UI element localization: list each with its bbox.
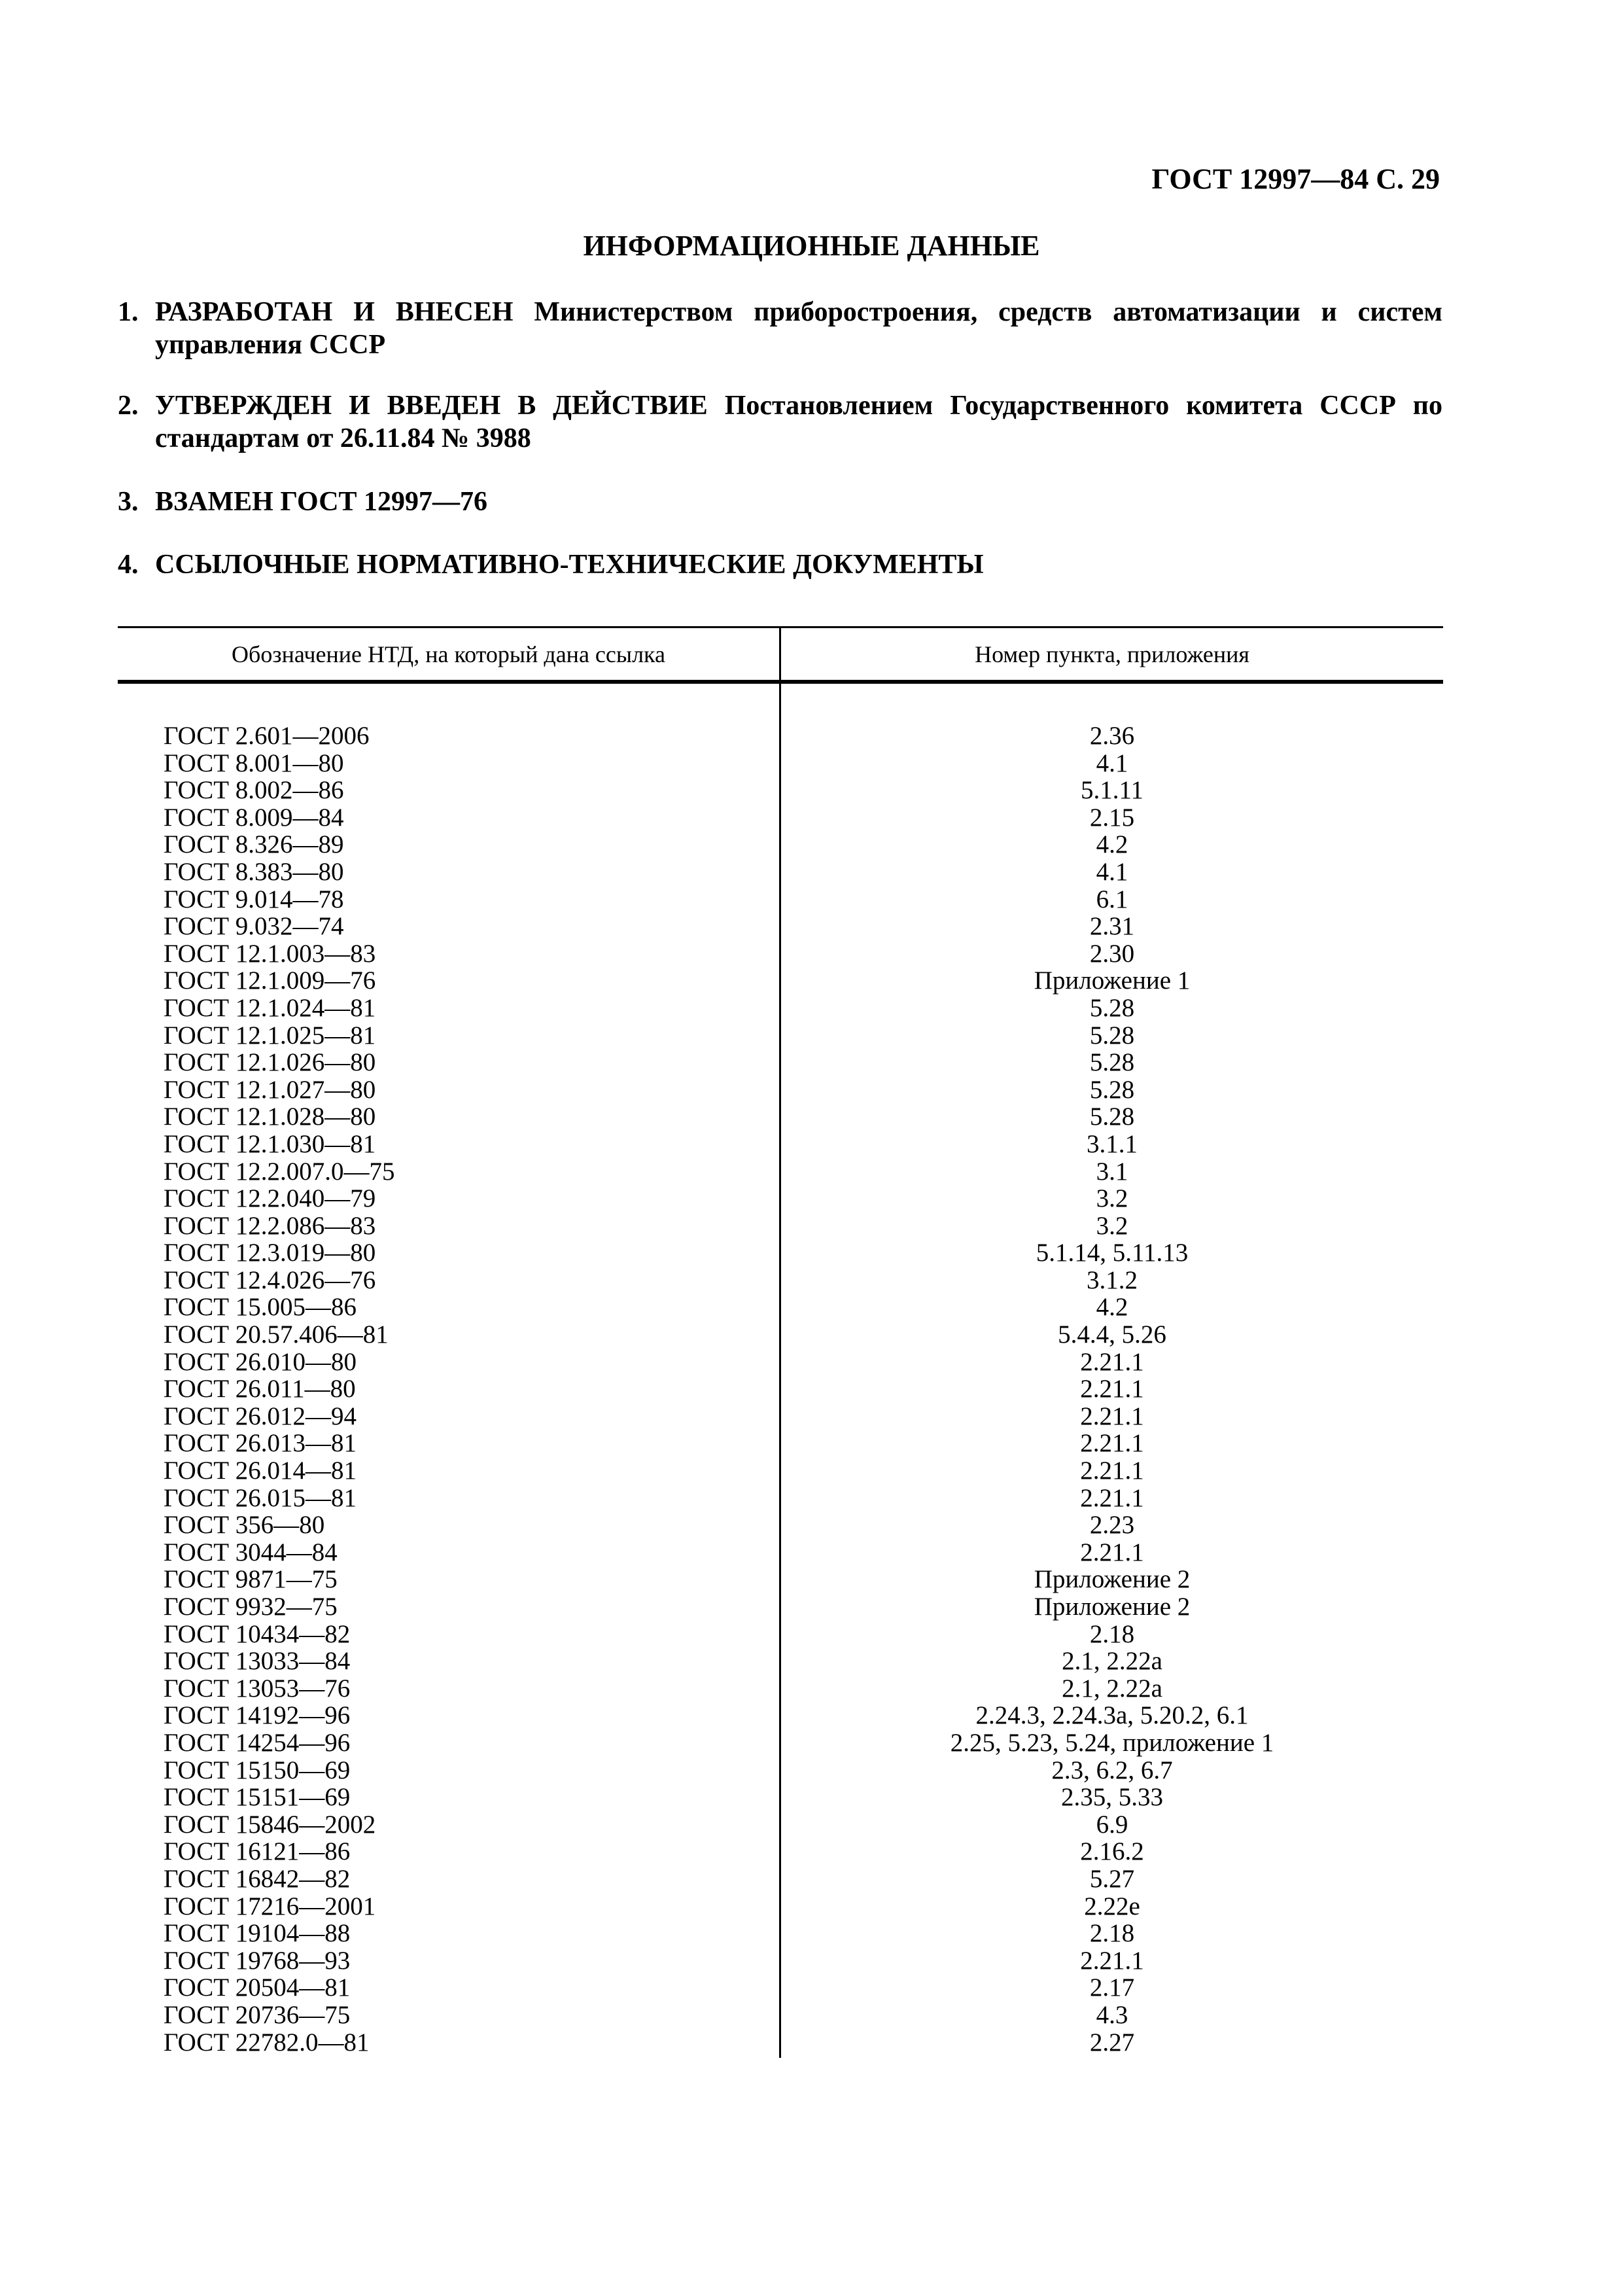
table-row	[118, 1212, 1443, 1240]
clause-number: 2.36	[1089, 722, 1135, 750]
table-row	[118, 1049, 1443, 1076]
clause-number: 5.1.14, 5.11.13	[1036, 1239, 1189, 1267]
clause-number: 2.27	[1089, 2028, 1135, 2057]
clause-number: Приложение 2	[1034, 1565, 1191, 1594]
clause-number: 2.31	[1089, 912, 1135, 941]
clause-number: 4.2	[1096, 830, 1128, 859]
table-row	[118, 1076, 1443, 1104]
table-row	[118, 1865, 1443, 1893]
document-designation: ГОСТ 12.2.086—83	[164, 1211, 376, 1240]
document-designation: ГОСТ 13033—84	[164, 1647, 351, 1676]
table-row	[118, 1267, 1443, 1294]
item-lead: РАЗРАБОТАН И ВНЕСЕН	[155, 297, 514, 327]
table-row	[118, 804, 1443, 832]
info-item-references	[118, 548, 1442, 581]
document-designation: ГОСТ 9871—75	[164, 1565, 338, 1594]
item-lead: УТВЕРЖДЕН И ВВЕДЕН В ДЕЙСТВИЕ	[155, 391, 708, 421]
table-row	[118, 1593, 1443, 1621]
document-designation: ГОСТ 12.1.009—76	[164, 966, 376, 995]
table-row	[118, 1158, 1443, 1186]
table-row	[118, 1185, 1443, 1212]
document-designation: ГОСТ 26.010—80	[164, 1347, 357, 1376]
table-row	[118, 1321, 1443, 1349]
document-designation: ГОСТ 12.2.040—79	[164, 1184, 376, 1213]
clause-number: 2.35, 5.33	[1061, 1783, 1163, 1812]
info-item-approved	[118, 389, 1442, 455]
table-row	[118, 1349, 1443, 1376]
table-row	[118, 940, 1443, 968]
item-lead: ССЫЛОЧНЫЕ НОРМАТИВНО-ТЕХНИЧЕСКИЕ ДОКУМЕНТЫ	[155, 550, 984, 580]
table-row	[118, 1539, 1443, 1566]
table-row	[118, 722, 1443, 750]
clause-number: 2.21.1	[1080, 1402, 1144, 1430]
table-row	[118, 1103, 1443, 1131]
clause-number: 2.15	[1089, 803, 1135, 832]
document-designation: ГОСТ 12.1.027—80	[164, 1075, 376, 1104]
document-designation: ГОСТ 26.015—81	[164, 1483, 357, 1512]
table-row	[118, 777, 1443, 804]
table-row	[118, 1485, 1443, 1512]
clause-number: 3.1	[1096, 1157, 1128, 1186]
clause-number: 3.2	[1096, 1184, 1128, 1213]
document-designation: ГОСТ 16121—86	[164, 1837, 351, 1866]
references-table	[118, 626, 1443, 2058]
table-body	[118, 722, 1443, 2056]
clause-number: 2.18	[1089, 1919, 1135, 1948]
document-designation: ГОСТ 12.1.030—81	[164, 1129, 376, 1158]
document-designation: ГОСТ 12.2.007.0—75	[164, 1157, 395, 1186]
clause-number: 2.17	[1089, 1973, 1135, 2002]
table-row	[118, 1511, 1443, 1539]
table-row	[118, 1621, 1443, 1648]
document-designation: ГОСТ 8.383—80	[164, 857, 344, 886]
clause-number: 2.21.1	[1080, 1538, 1144, 1566]
table-row	[118, 913, 1443, 940]
table-row	[118, 750, 1443, 777]
clause-number: 2.25, 5.23, 5.24, приложение 1	[950, 1728, 1274, 1757]
clause-number: 5.4.4, 5.26	[1058, 1320, 1166, 1349]
clause-number: 6.9	[1096, 1810, 1128, 1839]
document-designation: ГОСТ 2.601—2006	[164, 722, 370, 750]
column-header-clause: Номер пункта, приложения	[975, 641, 1249, 667]
document-designation: ГОСТ 12.1.024—81	[164, 993, 376, 1022]
document-designation: ГОСТ 12.1.028—80	[164, 1103, 376, 1131]
table-row	[118, 831, 1443, 858]
table-row	[118, 858, 1443, 886]
document-designation: ГОСТ 12.4.026—76	[164, 1265, 376, 1294]
clause-number: 3.1.1	[1087, 1129, 1138, 1158]
document-designation: ГОСТ 9932—75	[164, 1593, 338, 1621]
table-row	[118, 1403, 1443, 1430]
clause-number: Приложение 1	[1034, 966, 1191, 995]
item-text: Министерством приборостроения, средств автоматизации и систем управления СССР	[155, 297, 1442, 360]
item-text: Постановлением Государственного комитета СССР по стандартам от 26.11.84 № 3988	[155, 391, 1442, 453]
table-row	[118, 995, 1443, 1022]
table-row	[118, 1729, 1443, 1757]
item-number: 3.	[118, 487, 139, 517]
clause-number: 2.21.1	[1080, 1375, 1144, 1404]
clause-number: 3.1.2	[1087, 1265, 1138, 1294]
clause-number: 2.21.1	[1080, 1483, 1144, 1512]
clause-number: 3.2	[1096, 1211, 1128, 1240]
document-designation: ГОСТ 9.032—74	[164, 912, 344, 941]
clause-number: 2.21.1	[1080, 1347, 1144, 1376]
column-header-document: Обозначение НТД, на который дана ссылка	[232, 641, 665, 667]
table-row	[118, 1920, 1443, 1947]
table-row	[118, 1757, 1443, 1784]
clause-number: 2.16.2	[1080, 1837, 1144, 1866]
document-designation: ГОСТ 14254—96	[164, 1728, 351, 1757]
document-designation: ГОСТ 356—80	[164, 1511, 325, 1540]
table-row	[118, 2029, 1443, 2057]
item-lead: ВЗАМЕН ГОСТ 12997—76	[155, 487, 488, 517]
clause-number: 5.28	[1089, 993, 1135, 1022]
clause-number: 5.27	[1089, 1864, 1135, 1893]
document-designation: ГОСТ 26.011—80	[164, 1375, 356, 1404]
document-designation: ГОСТ 3044—84	[164, 1538, 338, 1566]
document-designation: ГОСТ 8.001—80	[164, 749, 344, 777]
document-designation: ГОСТ 17216—2001	[164, 1892, 376, 1920]
clause-number: 6.1	[1096, 885, 1128, 913]
table-row	[118, 1702, 1443, 1729]
table-row	[118, 1131, 1443, 1158]
document-designation: ГОСТ 15.005—86	[164, 1293, 357, 1322]
clause-number: 4.2	[1096, 1293, 1128, 1322]
table-row	[118, 967, 1443, 995]
document-designation: ГОСТ 14192—96	[164, 1701, 351, 1730]
table-row	[118, 1675, 1443, 1703]
clause-number: 5.28	[1089, 1021, 1135, 1050]
document-title: ИНФОРМАЦИОННЫЕ ДАННЫЕ	[583, 230, 1040, 262]
clause-number: 2.30	[1089, 939, 1135, 968]
clause-number: Приложение 2	[1034, 1593, 1191, 1621]
clause-number: 4.1	[1096, 749, 1128, 777]
document-designation: ГОСТ 22782.0—81	[164, 2028, 370, 2057]
document-designation: ГОСТ 26.013—81	[164, 1429, 357, 1458]
document-designation: ГОСТ 19768—93	[164, 1946, 351, 1975]
document-designation: ГОСТ 15151—69	[164, 1783, 351, 1812]
clause-number: 2.23	[1089, 1511, 1135, 1540]
document-designation: ГОСТ 10434—82	[164, 1619, 351, 1648]
table-row	[118, 1294, 1443, 1321]
clause-number: 2.24.3, 2.24.3а, 5.20.2, 6.1	[975, 1701, 1249, 1730]
clause-number: 2.21.1	[1080, 1457, 1144, 1485]
clause-number: 2.21.1	[1080, 1429, 1144, 1458]
document-designation: ГОСТ 8.002—86	[164, 776, 344, 805]
document-designation: ГОСТ 13053—76	[164, 1674, 351, 1703]
table-row	[118, 1457, 1443, 1485]
document-designation: ГОСТ 15846—2002	[164, 1810, 376, 1839]
table-row	[118, 2002, 1443, 2029]
info-item-replaces	[118, 486, 1442, 518]
item-number: 2.	[118, 391, 139, 421]
table-row	[118, 1811, 1443, 1839]
document-designation: ГОСТ 19104—88	[164, 1919, 351, 1948]
table-row	[118, 1648, 1443, 1675]
document-designation: ГОСТ 9.014—78	[164, 885, 344, 913]
document-designation: ГОСТ 15150—69	[164, 1756, 351, 1784]
document-designation: ГОСТ 20.57.406—81	[164, 1320, 389, 1349]
clause-number: 5.1.11	[1080, 776, 1144, 805]
clause-number: 5.28	[1089, 1103, 1135, 1131]
clause-number: 2.3, 6.2, 6.7	[1051, 1756, 1173, 1784]
table-row	[118, 1974, 1443, 2002]
clause-number: 5.28	[1089, 1048, 1135, 1077]
running-head: ГОСТ 12997—84 С. 29	[1151, 163, 1440, 195]
table-row	[118, 1430, 1443, 1457]
clause-number: 4.3	[1096, 2000, 1128, 2029]
document-designation: ГОСТ 12.1.003—83	[164, 939, 376, 968]
clause-number: 5.28	[1089, 1075, 1135, 1104]
document-designation: ГОСТ 20504—81	[164, 1973, 351, 2002]
table-row	[118, 1375, 1443, 1403]
clause-number: 4.1	[1096, 857, 1128, 886]
document-designation: ГОСТ 8.009—84	[164, 803, 344, 832]
document-designation: ГОСТ 26.014—81	[164, 1457, 357, 1485]
table-row	[118, 1838, 1443, 1865]
document-designation: ГОСТ 20736—75	[164, 2000, 351, 2029]
info-item-developed	[118, 296, 1442, 361]
table-row	[118, 1947, 1443, 1975]
clause-number: 2.18	[1089, 1619, 1135, 1648]
clause-number: 2.21.1	[1080, 1946, 1144, 1975]
document-designation: ГОСТ 12.1.026—80	[164, 1048, 376, 1077]
document-designation: ГОСТ 26.012—94	[164, 1402, 357, 1430]
document-designation: ГОСТ 8.326—89	[164, 830, 344, 859]
document-designation: ГОСТ 12.3.019—80	[164, 1239, 376, 1267]
clause-number: 2.22е	[1084, 1892, 1140, 1920]
table-row	[118, 1239, 1443, 1267]
clause-number: 2.1, 2.22а	[1062, 1674, 1162, 1703]
table-row	[118, 1022, 1443, 1050]
item-number: 4.	[118, 550, 139, 580]
clause-number: 2.1, 2.22а	[1062, 1647, 1162, 1676]
table-row	[118, 886, 1443, 913]
item-number: 1.	[118, 297, 139, 327]
table-row	[118, 1893, 1443, 1920]
document-designation: ГОСТ 16842—82	[164, 1864, 351, 1893]
table-row	[118, 1784, 1443, 1811]
table-row	[118, 1566, 1443, 1593]
document-designation: ГОСТ 12.1.025—81	[164, 1021, 376, 1050]
